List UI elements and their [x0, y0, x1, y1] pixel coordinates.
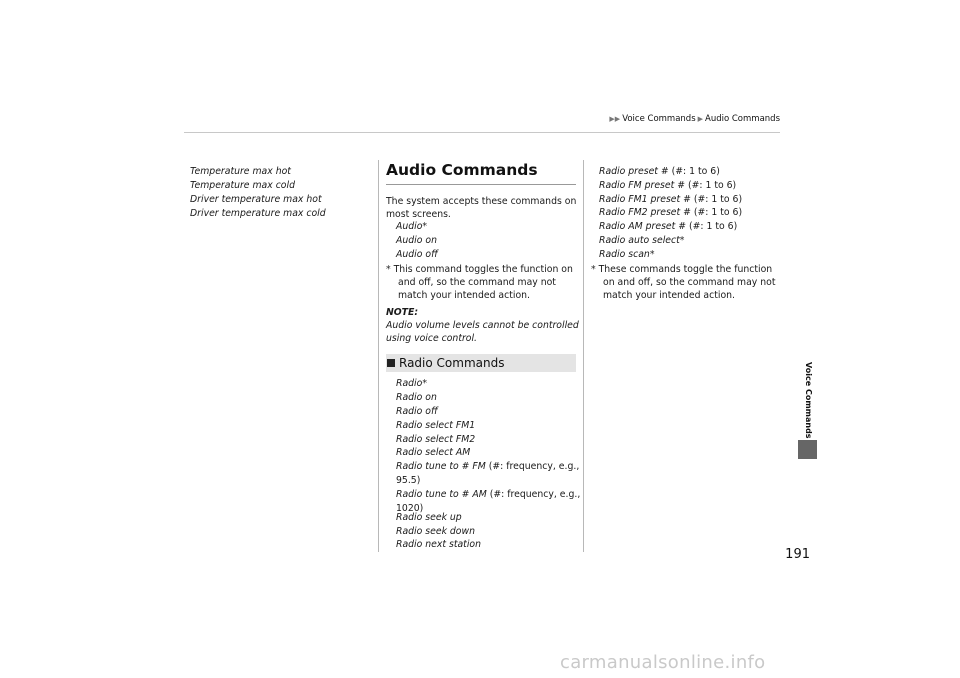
- preset-command-hint: (#: 1 to 6): [685, 180, 737, 191]
- chapter-tab-marker: [798, 440, 817, 459]
- header-divider: [184, 132, 780, 133]
- radio-command: Radio select FM2: [396, 434, 476, 445]
- radio-command: Radio select FM1: [396, 420, 476, 431]
- radio-command: Radio off: [396, 406, 438, 417]
- column-divider-left: [378, 160, 379, 552]
- left-item-1: Temperature max hot: [190, 166, 291, 177]
- radio-command: Radio on: [396, 392, 437, 403]
- square-bullet-icon: [387, 359, 395, 367]
- radio-tune-fm-cmd: Radio tune to # FM: [396, 461, 486, 472]
- radio-scan: Radio scan*: [599, 249, 655, 260]
- radio-command: Radio next station: [396, 539, 481, 550]
- radio-command: Radio seek down: [396, 526, 475, 537]
- footnote-line-3: match your intended action.: [398, 290, 530, 301]
- radio-auto-select: Radio auto select*: [599, 235, 685, 246]
- radio-tune-fm-hint: (#: frequency, e.g.,: [485, 461, 580, 472]
- breadcrumb-arrow-icon: ▶: [697, 115, 704, 123]
- radio-tune-am: [396, 488, 580, 502]
- radio-tune-am-hint-2: 1020): [396, 503, 424, 514]
- radio-command: Radio seek up: [396, 512, 462, 523]
- radio-tune-am-hint: (#: frequency, e.g.,: [486, 489, 581, 500]
- radio-tune-fm-hint-2: 95.5): [396, 475, 421, 486]
- radio-tune-fm: [396, 460, 579, 474]
- preset-command: [599, 193, 742, 207]
- preset-command: [599, 179, 736, 193]
- breadcrumb-part1: Voice Commands: [622, 114, 696, 124]
- preset-command: [599, 165, 720, 179]
- intro-line-2: most screens.: [386, 209, 451, 220]
- note-line-1: Audio volume levels cannot be controlled: [386, 320, 579, 331]
- radio-tune-am-cmd: Radio tune to # AM: [396, 489, 487, 500]
- column-divider-right: [583, 160, 584, 552]
- command-audio-off: Audio off: [396, 249, 438, 260]
- breadcrumb: [570, 114, 780, 124]
- preset-command-text: Radio FM preset #: [599, 180, 686, 191]
- command-audio: Audio*: [396, 221, 428, 232]
- intro-line-1: The system accepts these commands on: [386, 196, 577, 207]
- preset-command-hint: (#: 1 to 6): [686, 221, 738, 232]
- preset-command-hint: (#: 1 to 6): [668, 166, 720, 177]
- preset-command-text: Radio preset #: [599, 166, 669, 177]
- note-label: NOTE:: [386, 307, 419, 318]
- preset-command-text: Radio FM1 preset #: [599, 194, 691, 205]
- preset-command-text: Radio FM2 preset #: [599, 207, 691, 218]
- preset-command: [599, 220, 737, 234]
- side-tab-label: Voice Commands: [804, 362, 813, 439]
- preset-command-hint: (#: 1 to 6): [690, 194, 743, 205]
- preset-command: [599, 206, 742, 220]
- subsection-title: Radio Commands: [399, 356, 505, 370]
- right-footnote-line-1: * These commands toggle the function: [591, 264, 773, 275]
- preset-command-hint: (#: 1 to 6): [690, 207, 743, 218]
- side-tab-label-wrap: [804, 362, 890, 439]
- breadcrumb-arrow-icon: ▶▶: [609, 115, 621, 123]
- breadcrumb-part2: Audio Commands: [705, 114, 780, 124]
- left-item-3: Driver temperature max hot: [190, 194, 322, 205]
- note-line-2: using voice control.: [386, 333, 478, 344]
- watermark: carmanualsonline.info: [560, 652, 766, 673]
- page-number: 191: [785, 547, 810, 562]
- section-title-rule: [386, 184, 576, 185]
- subsection-header: [386, 354, 576, 372]
- section-title: Audio Commands: [386, 161, 538, 179]
- right-footnote-line-2: on and off, so the command may not: [603, 277, 776, 288]
- footnote-line-2: and off, so the command may not: [398, 277, 556, 288]
- footnote-line-1: * This command toggles the function on: [386, 264, 573, 275]
- preset-command-text: Radio AM preset #: [599, 221, 687, 232]
- command-audio-on: Audio on: [396, 235, 437, 246]
- radio-command: Radio*: [396, 378, 427, 389]
- right-footnote-line-3: match your intended action.: [603, 290, 735, 301]
- left-item-4: Driver temperature max cold: [190, 208, 326, 219]
- radio-command: Radio select AM: [396, 447, 471, 458]
- left-item-2: Temperature max cold: [190, 180, 295, 191]
